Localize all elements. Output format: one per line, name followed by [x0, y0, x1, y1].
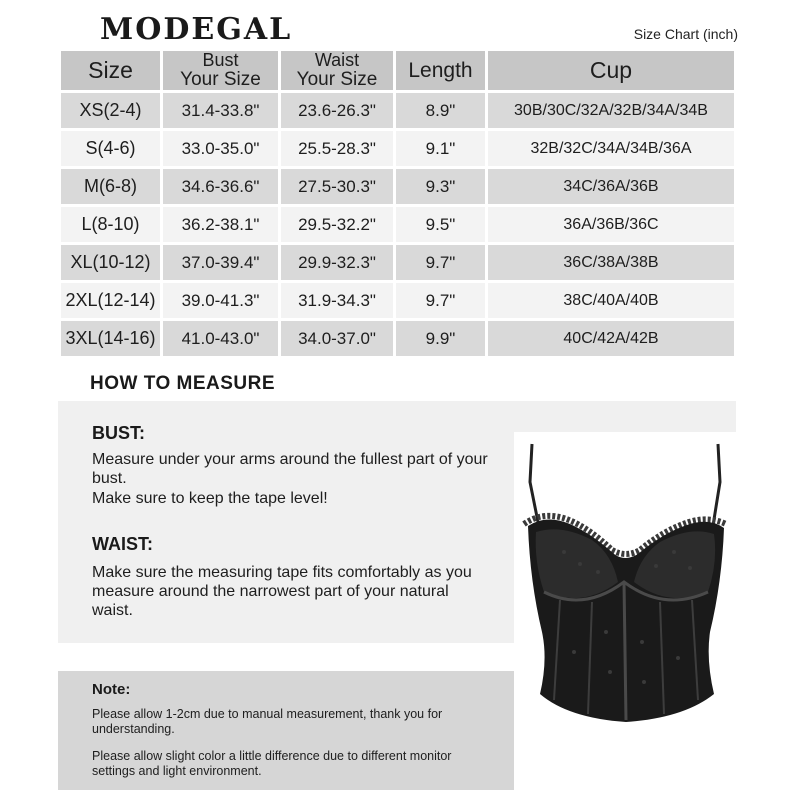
table-row — [61, 93, 734, 128]
cell-size: 3XL(14-16) — [61, 321, 160, 356]
product-photo — [514, 432, 736, 736]
cell-length: 9.1" — [396, 131, 485, 166]
cell-cup: 30B/30C/32A/32B/34A/34B — [488, 93, 734, 128]
cell-waist: 34.0-37.0" — [281, 321, 393, 356]
cell-length: 8.9" — [396, 93, 485, 128]
cell-size: M(6-8) — [61, 169, 160, 204]
waist-instructions: Make sure the measuring tape fits comfortably as you measure around the narrowest part of your natural waist. — [92, 564, 472, 619]
cell-bust: 31.4-33.8" — [163, 93, 278, 128]
table-row — [61, 245, 734, 280]
cell-size: XL(10-12) — [61, 245, 160, 280]
cell-waist: 31.9-34.3" — [281, 283, 393, 318]
cell-cup: 32B/32C/34A/34B/36A — [488, 131, 734, 166]
bust-instructions: Measure under your arms around the fullest part of your bust. — [92, 451, 488, 487]
cell-length: 9.9" — [396, 321, 485, 356]
cell-bust: 41.0-43.0" — [163, 321, 278, 356]
header-size: Size — [61, 51, 160, 90]
cell-waist: 27.5-30.3" — [281, 169, 393, 204]
cell-bust: 39.0-41.3" — [163, 283, 278, 318]
cell-size: 2XL(12-14) — [61, 283, 160, 318]
cell-waist: 23.6-26.3" — [281, 93, 393, 128]
note-title: Note: — [92, 681, 131, 698]
table-header-row — [61, 51, 734, 90]
cell-length: 9.7" — [396, 283, 485, 318]
cell-size: S(4-6) — [61, 131, 160, 166]
cell-bust: 33.0-35.0" — [163, 131, 278, 166]
cell-length: 9.7" — [396, 245, 485, 280]
cell-cup: 36C/38A/38B — [488, 245, 734, 280]
cell-length: 9.5" — [396, 207, 485, 242]
header-cup: Cup — [488, 51, 734, 90]
header-waist-sub: Your Size — [296, 69, 378, 90]
note-measurement-text: Please allow 1-2cm due to manual measurement, thank you for understanding. — [92, 707, 443, 736]
cell-waist: 25.5-28.3" — [281, 131, 393, 166]
header-waist-label: Waist — [314, 51, 360, 70]
how-to-measure-title: HOW TO MEASURE — [90, 373, 276, 394]
size-chart-unit-label: Size Chart (inch) — [633, 26, 738, 42]
waist-heading: WAIST: — [92, 534, 153, 554]
cell-bust: 34.6-36.6" — [163, 169, 278, 204]
table-row — [61, 207, 734, 242]
cell-cup: 36A/36B/36C — [488, 207, 734, 242]
corset-icon — [514, 432, 736, 736]
table-row — [61, 321, 734, 356]
brand-logo: MODEGAL — [100, 12, 293, 47]
cell-cup: 40C/42A/42B — [488, 321, 734, 356]
bust-heading: BUST: — [92, 423, 145, 443]
bust-tape-tip: Make sure to keep the tape level! — [92, 490, 328, 507]
header-bust — [163, 51, 278, 90]
cell-bust: 37.0-39.4" — [163, 245, 278, 280]
cell-size: XS(2-4) — [61, 93, 160, 128]
table-row — [61, 283, 734, 318]
cell-size: L(8-10) — [61, 207, 160, 242]
cell-waist: 29.5-32.2" — [281, 207, 393, 242]
size-table-body — [61, 93, 734, 356]
size-chart-table — [58, 48, 737, 359]
header-bust-label: Bust — [202, 51, 239, 70]
header-waist — [281, 51, 393, 90]
table-row — [61, 131, 734, 166]
cell-length: 9.3" — [396, 169, 485, 204]
header-length: Length — [396, 51, 485, 90]
cell-cup: 34C/36A/36B — [488, 169, 734, 204]
table-row — [61, 169, 734, 204]
cell-bust: 36.2-38.1" — [163, 207, 278, 242]
header-bust-sub: Your Size — [180, 69, 261, 90]
cell-cup: 38C/40A/40B — [488, 283, 734, 318]
cell-waist: 29.9-32.3" — [281, 245, 393, 280]
note-color-text: Please allow slight color a little difference due to different monitor settings and light environment. — [92, 749, 452, 778]
